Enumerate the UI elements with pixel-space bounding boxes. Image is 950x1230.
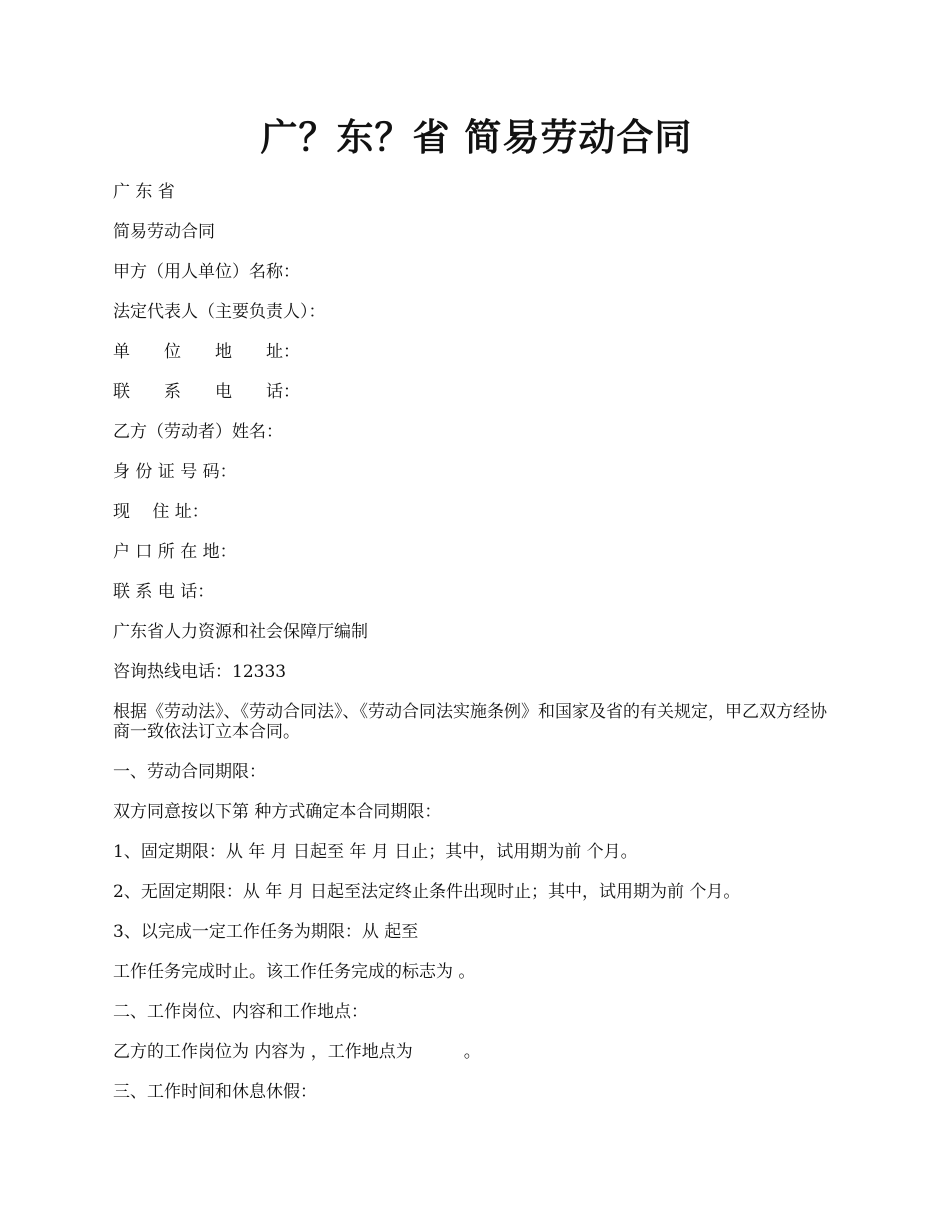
preamble-paragraph: 根据《劳动法》、《劳动合同法》、《劳动合同法实施条例》和国家及省的有关规定，甲乙双方经协商一致依法订立本合同。	[113, 702, 827, 742]
employee-phone-field: 联 系 电 话：	[113, 582, 215, 602]
employer-name-field: 甲方（用人单位）名称：	[113, 262, 300, 282]
open-term-option: 2、无固定期限：从 年 月 日起至法定终止条件出现时止；其中，试用期为前 个月。	[113, 882, 741, 902]
task-term-option: 3、以完成一定工作任务为期限：从 起至	[113, 922, 419, 942]
section-2-heading: 二、工作岗位、内容和工作地点：	[113, 1002, 368, 1022]
hotline-line: 咨询热线电话：12333	[113, 662, 287, 682]
legal-representative-field: 法定代表人（主要负责人）：	[113, 302, 326, 322]
employer-phone-field: 联 系 电 话：	[113, 382, 300, 402]
current-address-field: 现 住 址：	[113, 502, 209, 522]
employer-address-field: 单 位 地 址：	[113, 342, 300, 362]
section-1-heading: 一、劳动合同期限：	[113, 762, 266, 782]
province-heading: 广 东 省	[113, 182, 175, 202]
task-completion-line: 工作任务完成时止。该工作任务完成的标志为 。	[113, 962, 476, 982]
term-method-line: 双方同意按以下第 种方式确定本合同期限：	[113, 802, 442, 822]
fixed-term-option: 1、固定期限：从 年 月 日起至 年 月 日止；其中，试用期为前 个月。	[113, 842, 638, 862]
document-title: 广？东？省 简易劳动合同	[260, 115, 693, 159]
household-registration-field: 户 口 所 在 地：	[113, 542, 237, 562]
contract-name: 简易劳动合同	[113, 222, 215, 242]
section-3-heading: 三、工作时间和休息休假：	[113, 1082, 317, 1102]
id-number-field: 身 份 证 号 码：	[113, 462, 237, 482]
position-details-line: 乙方的工作岗位为 内容为 ，工作地点为 。	[113, 1042, 481, 1062]
employee-name-field: 乙方（劳动者）姓名：	[113, 422, 283, 442]
issuer-line: 广东省人力资源和社会保障厅编制	[113, 622, 368, 642]
